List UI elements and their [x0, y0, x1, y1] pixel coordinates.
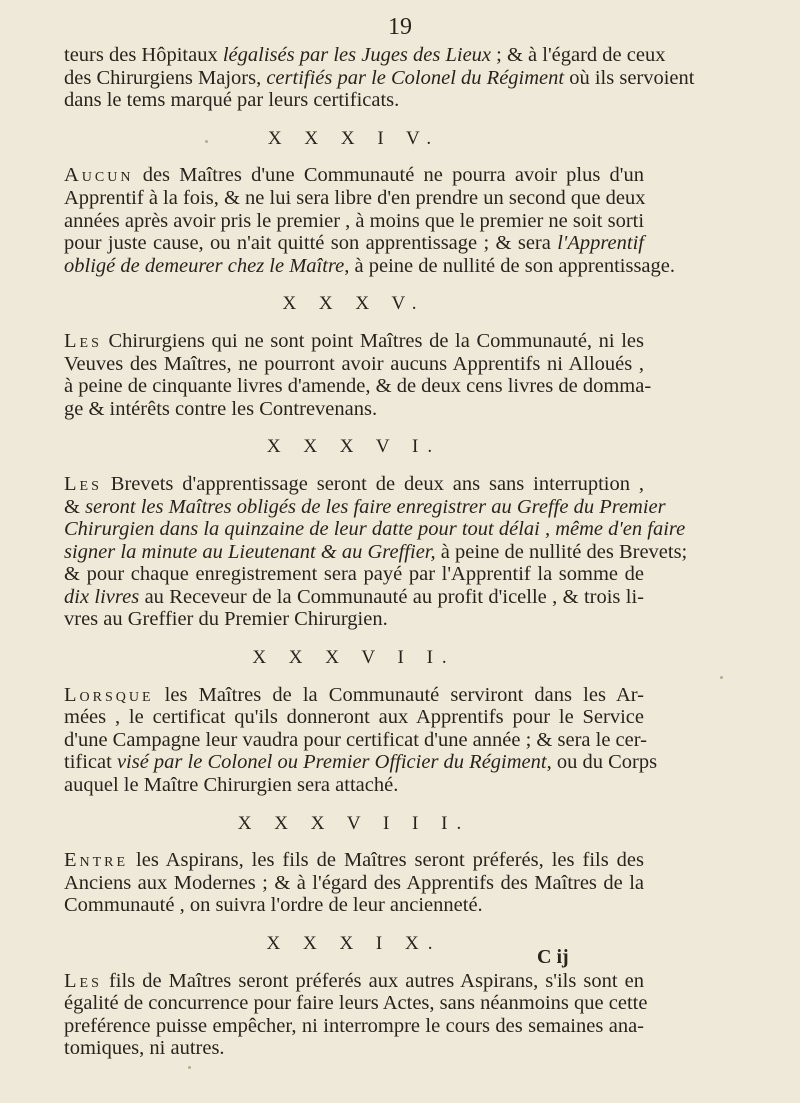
text-line: & seront les Maîtres obligés de les faire enregistrer au Greffe du Premier — [64, 495, 666, 518]
text-line: Les Brevets d'apprentissage seront de deux ans sans interruption , — [64, 472, 644, 495]
intro-paragraph — [64, 44, 695, 112]
text-line: à peine de cinquante livres d'amende, & de deux cens livres de domma- — [64, 375, 652, 398]
text-line: teurs des Hôpitaux légalisés par les Juges des Lieux ; & à l'égard de ceux — [64, 44, 666, 66]
article-heading-36: X X X V I. — [266, 436, 442, 458]
article-heading-39: X X X I X. — [266, 933, 442, 954]
text-line: Anciens aux Modernes ; & à l'égard des Apprentifs des Maîtres de la — [64, 871, 644, 894]
article-34-paragraph — [64, 164, 676, 277]
text-line: Les fils de Maîtres seront préferés aux autres Aspirans, s'ils sont en — [64, 969, 644, 992]
article-heading-38: X X X V I I I. — [237, 812, 471, 834]
text-line: Aucun des Maîtres d'une Communauté ne pourra avoir plus d'un — [64, 164, 644, 187]
text-line: dans le tems marqué par leurs certificats. — [64, 89, 400, 112]
body-text — [64, 44, 695, 1060]
paper-speck — [205, 140, 208, 143]
text-line: mées , le certificat qu'ils donneront aux Apprentifs pour le Service — [64, 706, 644, 729]
text-line: Apprentif à la fois, & ne lui sera libre d'en prendre un second que deux — [64, 186, 646, 209]
article-39-paragraph — [64, 969, 648, 1060]
text-line: vres au Greffier du Premier Chirurgien. — [64, 608, 388, 631]
article-heading-34: X X X I V. — [267, 127, 441, 149]
text-line: preférence puisse empêcher, ni interrompre le cours des semaines ana- — [64, 1014, 644, 1037]
text-line: auquel le Maître Chirurgien sera attaché. — [64, 774, 399, 797]
text-line: Communauté , on suivra l'ordre de leur ancienneté. — [64, 894, 483, 917]
text-line: égalité de concurrence pour faire leurs Actes, sans néanmoins que cette — [64, 992, 648, 1015]
paper-speck — [720, 676, 723, 679]
text-line: des Chirurgiens Majors, certifiés par le Colonel du Régiment où ils servoient — [64, 66, 695, 89]
text-line: Lorsque les Maîtres de la Communauté serviront dans les Ar- — [64, 683, 644, 706]
text-line: tomiques, ni autres. — [64, 1037, 225, 1060]
text-line: ge & intérêts contre les Contrevenans. — [64, 397, 378, 420]
text-line: d'une Campagne leur vaudra pour certificat d'une année ; & sera le cer- — [64, 728, 647, 751]
article-38-paragraph — [64, 849, 644, 917]
article-36-paragraph — [64, 472, 688, 631]
text-line: Veuves des Maîtres, ne pourront avoir aucuns Apprentifs ni Alloués , — [64, 352, 644, 375]
text-line: Entre les Aspirans, les fils de Maîtres seront préferés, les fils des — [64, 849, 644, 872]
text-line: dix livres au Receveur de la Communauté au profit d'icelle , & trois li- — [64, 585, 644, 608]
article-heading-35: X X X V. — [282, 293, 426, 315]
text-line: & pour chaque enregistrement sera payé par l'Apprentif la somme de — [64, 563, 644, 586]
text-line: signer la minute au Lieutenant & au Greffier, à peine de nullité des Brevets; — [64, 540, 688, 563]
signature-mark: C ij — [537, 946, 569, 968]
text-line: pour juste cause, ou n'ait quitté son apprentissage ; & sera l'Apprentif — [64, 232, 644, 255]
article-35-paragraph — [64, 329, 652, 420]
article-heading-37: X X X V I I. — [252, 647, 456, 669]
text-line: tificat visé par le Colonel ou Premier Officier du Régiment, ou du Corps — [64, 751, 658, 774]
page-number: 19 — [388, 14, 412, 40]
text-line: Les Chirurgiens qui ne sont point Maîtres de la Communauté, ni les — [64, 329, 644, 352]
text-line: années après avoir pris le premier , à moins que le premier ne soit sorti — [64, 209, 645, 232]
text-line: Chirurgien dans la quinzaine de leur datte pour tout délai , même d'en faire — [64, 518, 686, 541]
text-line: obligé de demeurer chez le Maître, à peine de nullité de son apprentissage. — [64, 254, 676, 277]
paper-speck — [188, 1066, 191, 1069]
article-37-paragraph — [64, 683, 658, 797]
